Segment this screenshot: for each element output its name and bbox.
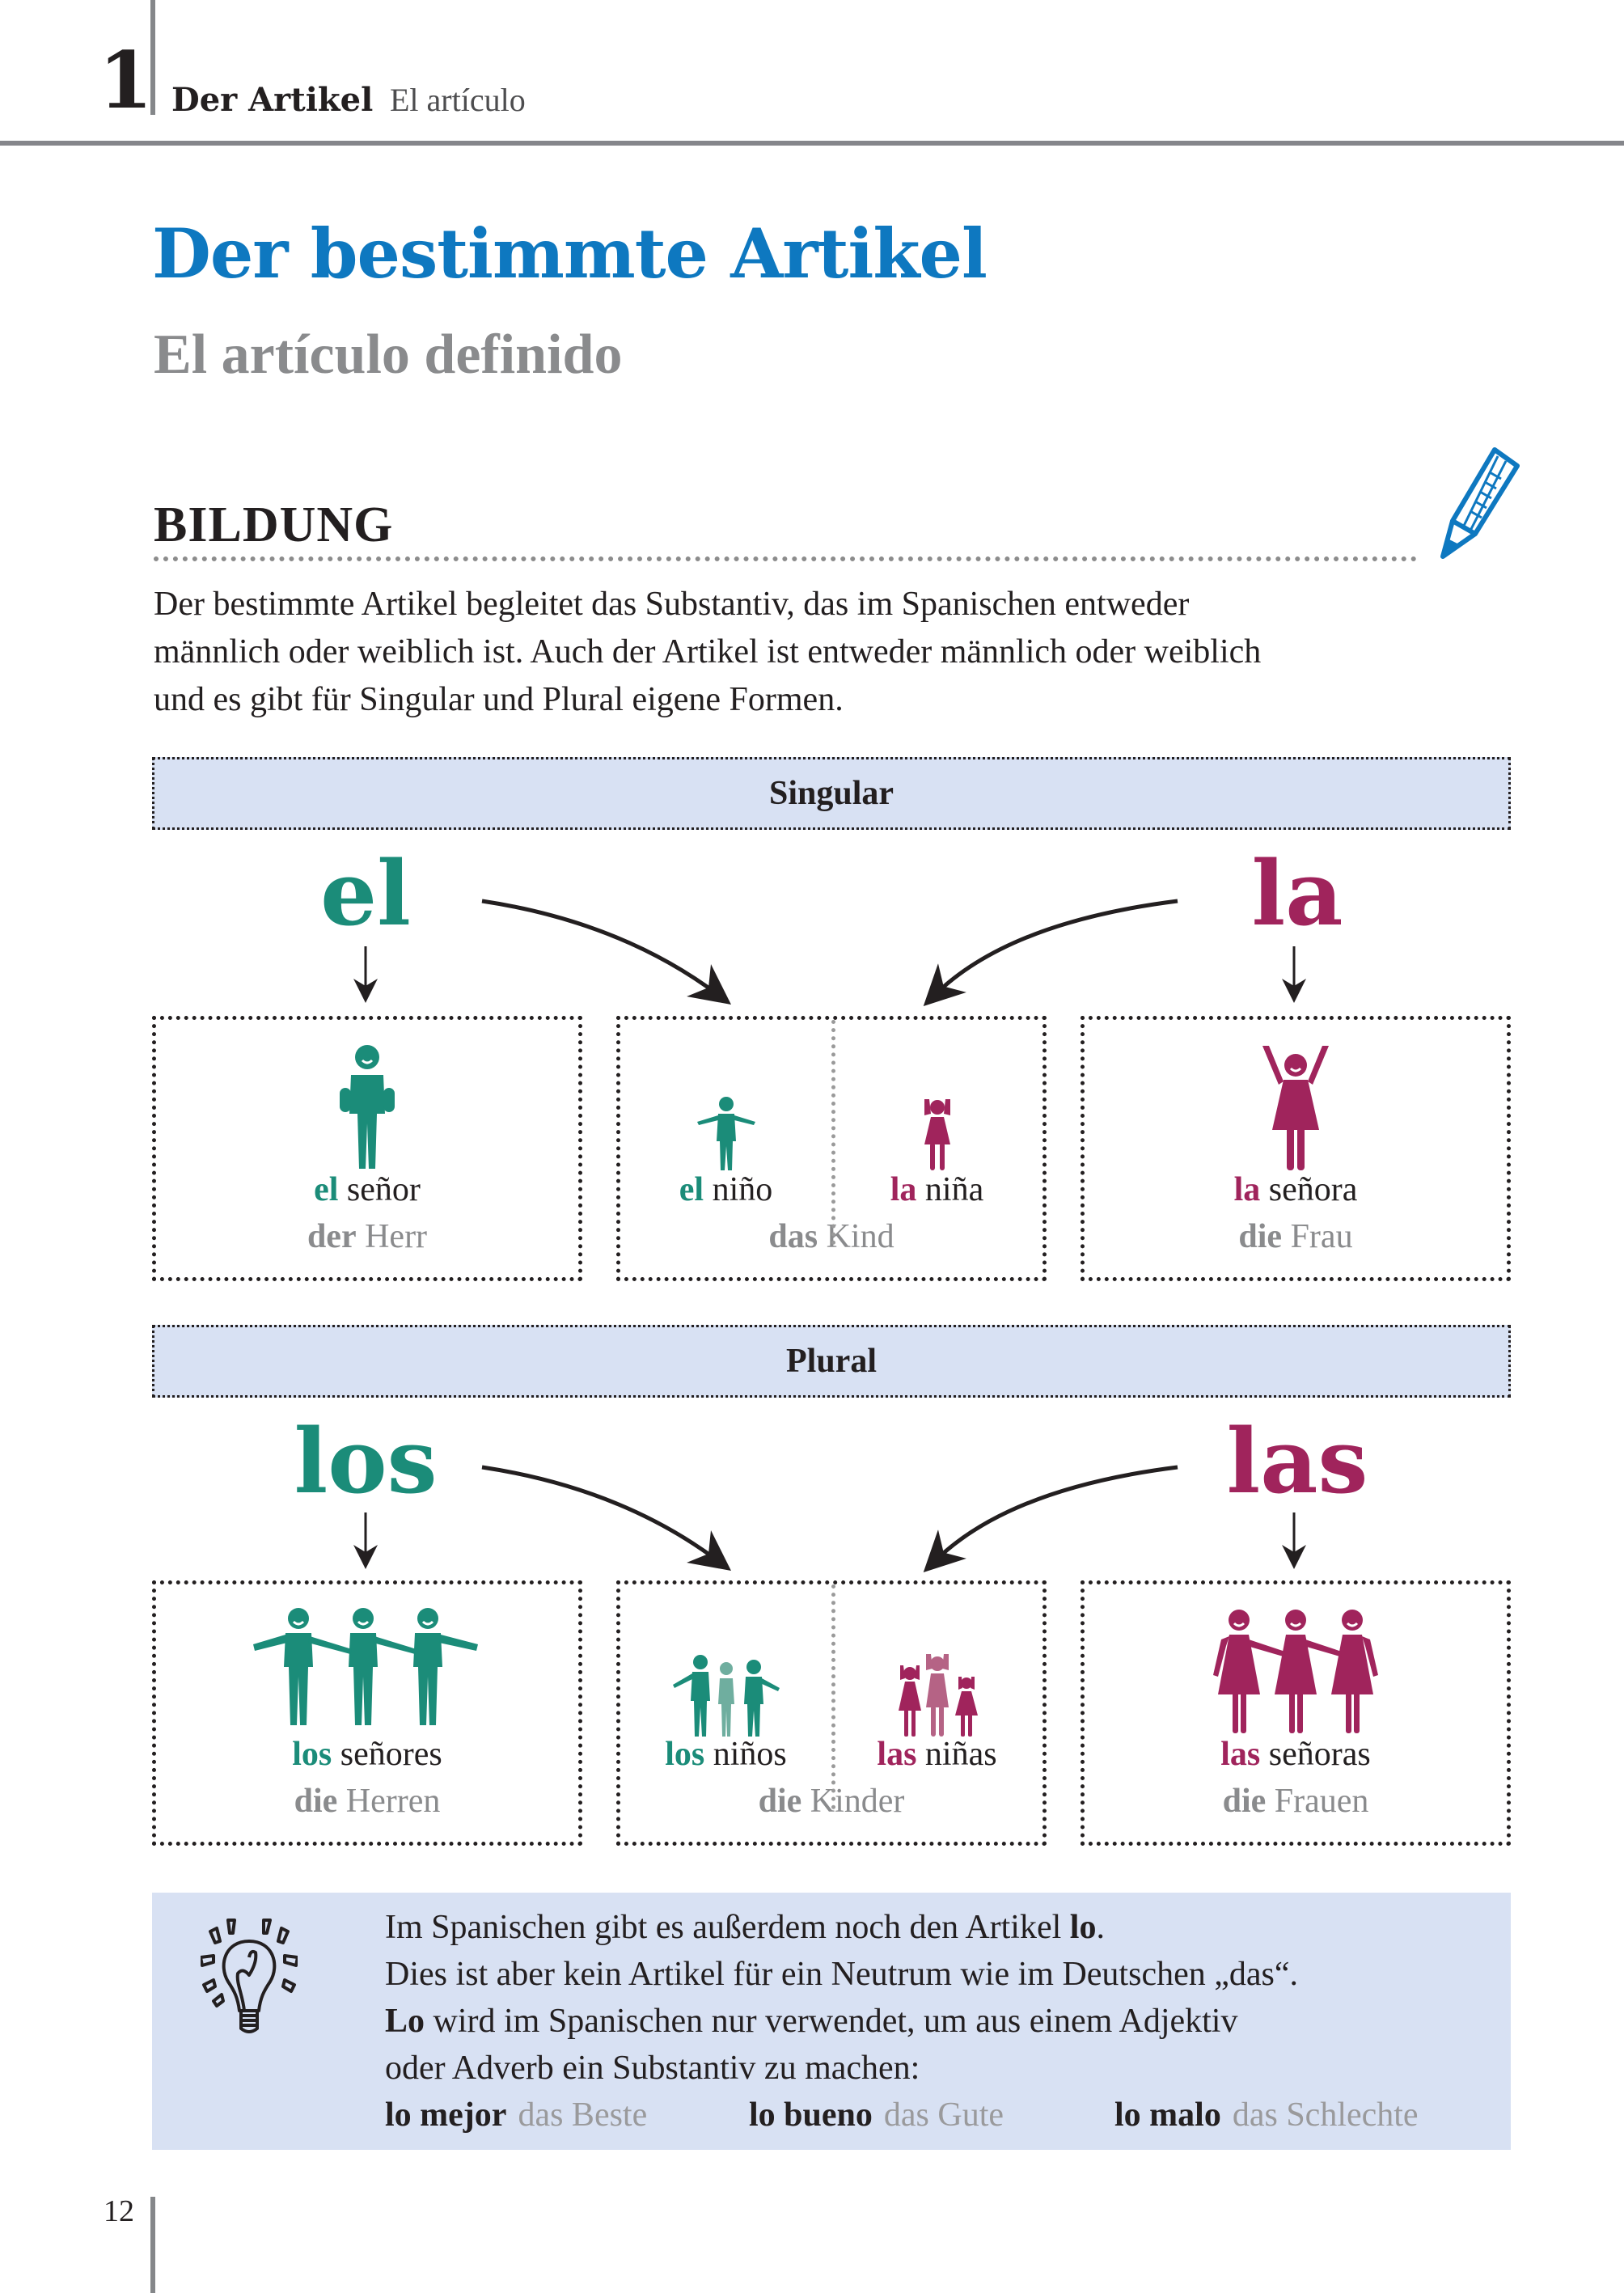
tip-line-1: Im Spanischen gibt es außerdem noch den Artikel lo. [385,1909,1105,1946]
intro-line: männlich oder weiblich ist. Auch der Artikel ist entweder männlich oder weiblich [154,633,1262,671]
article-la: la [1251,841,1343,946]
plural-band [152,1325,1511,1398]
arrow-la-curve [935,901,1178,995]
girls-icon [889,1654,986,1738]
plural-arrows [152,1448,1511,1593]
example-lo-mejor: lo mejor das Beste [385,2096,648,2134]
page-number: 12 [104,2194,134,2228]
tip-line-4: oder Adverb ein Substantiv zu machen: [385,2050,920,2087]
de-phrase: die Kinder [758,1783,905,1820]
girl-icon [913,1096,962,1172]
man-icon [327,1043,408,1172]
three-women-icon [1207,1607,1385,1737]
es-phrase: la niña [890,1171,984,1208]
example-lo-malo: lo malo das Schlechte [1114,2096,1419,2134]
singular-label: Singular [768,775,894,812]
plural-label: Plural [786,1343,877,1380]
singular-arrows [152,882,1511,1027]
de-phrase: die Frau [1238,1218,1353,1255]
tip-line-3: Lo wird im Spanischen nur verwendet, um aus einem Adjektiv [385,2003,1238,2040]
de-phrase: die Herren [294,1783,441,1820]
intro-paragraph [154,581,1496,724]
boy-icon [694,1096,759,1172]
de-phrase: der Herr [307,1218,428,1255]
arrow-los-curve [482,1467,718,1561]
card-el-senor [152,1016,582,1281]
pencil-icon [1417,443,1522,565]
es-phrase: la señora [1233,1171,1358,1208]
es-phrase: las niñas [877,1736,997,1773]
es-phrase: el niño [679,1171,773,1208]
footer-divider [150,2197,155,2293]
tip-text [385,1904,1419,2139]
de-phrase: die Frauen [1222,1783,1369,1820]
woman-icon [1251,1043,1340,1172]
boys-icon [670,1654,783,1738]
chapter-title-es: El artículo [390,82,526,118]
article-las: las [1226,1409,1368,1513]
tip-examples [385,2092,1419,2139]
three-men-icon [250,1607,484,1728]
de-phrase: das Kind [768,1218,894,1255]
tip-box [152,1893,1511,2150]
article-el: el [320,841,411,946]
card-ninos-ninas [616,1580,1047,1846]
example-lo-bueno: lo bueno das Gute [749,2096,1004,2134]
arrow-el-curve [482,901,718,995]
es-phrase: los niños [665,1736,787,1773]
es-phrase: los señores [292,1736,442,1773]
singular-band [152,757,1511,830]
tip-line-2: Dies ist aber kein Artikel für ein Neutrum wie im Deutschen „das“. [385,1956,1298,1993]
intro-line: und es gibt für Singular und Plural eigene Formen. [154,681,844,718]
chapter-number: 1 [99,35,153,126]
chapter-title-de: Der Artikel [171,81,374,119]
lightbulb-icon [201,1917,298,2038]
card-los-senores [152,1580,582,1846]
arrow-las-curve [935,1467,1178,1561]
header-rule [0,141,1624,146]
article-los: los [294,1409,438,1513]
card-las-senoras [1081,1580,1511,1846]
intro-line: Der bestimmte Artikel begleitet das Substantiv, das im Spanischen entweder [154,586,1190,623]
section-dotted-rule [154,556,1417,561]
es-phrase: el señor [314,1171,421,1208]
card-la-senora [1081,1016,1511,1281]
es-phrase: las señoras [1220,1736,1371,1773]
card-nino-nina [616,1016,1047,1281]
page-title: Der bestimmte Artikel [152,214,987,294]
section-heading: BILDUNG [154,497,394,552]
page-subtitle: El artículo definido [154,324,623,386]
